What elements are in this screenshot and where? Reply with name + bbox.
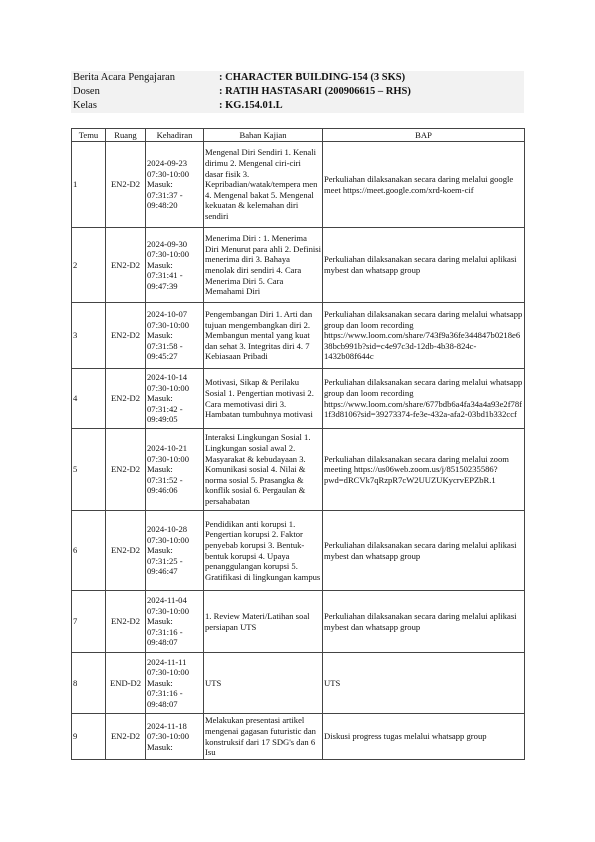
column-header-temu: Temu <box>72 129 106 142</box>
cell-temu: 7 <box>72 591 106 653</box>
cell-ruang: EN2-D2 <box>106 714 146 760</box>
cell-bahan-kajian: Pengembangan Diri 1. Arti dan tujuan mengembangkan diri 2. Membangun mental yang kuat dan sehat 3. Integritas diri 4. 7 Kebiasaan Pribadi <box>204 303 323 369</box>
cell-kehadiran: 2024-11-11 07:30-10:00 Masuk: 07:31:16 - 09:48:07 <box>146 653 204 714</box>
table-row <box>72 511 525 591</box>
cell-bap: Perkuliahan dilaksanakan secara daring melalui aplikasi mybest dan whatsapp group <box>323 511 525 591</box>
cell-temu: 9 <box>72 714 106 760</box>
cell-bap: Perkuliahan dilaksanakan secara daring melalui google meet https://meet.google.com/xrd-koem-cif <box>323 142 525 228</box>
cell-bap: Perkuliahan dilaksanakan secara daring melalui zoom meeting https://us06web.zoom.us/j/85150235586?pwd=dRCVk7qRzpR7cW2UUZUKycrvEPZbR.1 <box>323 429 525 511</box>
cell-ruang: END-D2 <box>106 653 146 714</box>
cell-bahan-kajian: Interaksi Lingkungan Sosial 1. Lingkungan sosial awal 2. Masyarakat & kebudayaan 3. Komunikasi sosial 4. Nilai & norma sosial 5. Prasangka & konflik sosial 6. Pergaulan & persahabatan <box>204 429 323 511</box>
table-row <box>72 228 525 303</box>
cell-kehadiran: 2024-11-18 07:30-10:00 Masuk: <box>146 714 204 760</box>
table-row <box>72 714 525 760</box>
cell-kehadiran: 2024-09-30 07:30-10:00 Masuk: 07:31:41 - 09:47:39 <box>146 228 204 303</box>
header-value: : RATIH HASTASARI (200906615 – RHS) <box>219 86 411 97</box>
header-row-class <box>71 99 524 113</box>
header-label: Kelas <box>73 100 97 111</box>
cell-bahan-kajian: Menerima Diri : 1. Menerima Diri Menurut para ahli 2. Definisi menerima diri 3. Bahaya menolak diri sendiri 4. Cara Menerima Diri 5. Cara Memahami Diri <box>204 228 323 303</box>
table-row <box>72 429 525 511</box>
cell-temu: 6 <box>72 511 106 591</box>
table-row <box>72 142 525 228</box>
header-label: Dosen <box>73 86 100 97</box>
table-header-row <box>72 129 525 142</box>
cell-bahan-kajian: 1. Review Materi/Latihan soal persiapan UTS <box>204 591 323 653</box>
column-header-bahan-kajian: Bahan Kajian <box>204 129 323 142</box>
cell-kehadiran: 2024-10-14 07:30-10:00 Masuk: 07:31:42 - 09:49:05 <box>146 369 204 429</box>
cell-kehadiran: 2024-10-21 07:30-10:00 Masuk: 07:31:52 - 09:46:06 <box>146 429 204 511</box>
document-header <box>71 71 524 113</box>
table-row <box>72 303 525 369</box>
cell-kehadiran: 2024-11-04 07:30-10:00 Masuk: 07:31:16 - 09:48:07 <box>146 591 204 653</box>
cell-bahan-kajian: Melakukan presentasi artikel mengenai gagasan futuristic dan konstruksif dari 17 SDG's dan 6 Isu <box>204 714 323 760</box>
column-header-bap: BAP <box>323 129 525 142</box>
cell-bahan-kajian: Motivasi, Sikap & Perilaku Sosial 1. Pengertian motivasi 2. Cara memotivasi diri 3. Hambatan tumbuhnya motivasi <box>204 369 323 429</box>
cell-bap: UTS <box>323 653 525 714</box>
cell-bap: Perkuliahan dilaksanakan secara daring melalui whatsapp group dan loom recording https://www.loom.com/share/677bdb6a4fa34a4a93e2f78f1f3d8106?sid=39273374-fe3e-432a-afa2-03bd1b332ccf <box>323 369 525 429</box>
column-header-ruang: Ruang <box>106 129 146 142</box>
cell-ruang: EN2-D2 <box>106 228 146 303</box>
cell-temu: 2 <box>72 228 106 303</box>
cell-ruang: EN2-D2 <box>106 511 146 591</box>
cell-bahan-kajian: UTS <box>204 653 323 714</box>
table-row <box>72 369 525 429</box>
cell-temu: 8 <box>72 653 106 714</box>
cell-temu: 1 <box>72 142 106 228</box>
cell-bahan-kajian: Pendidikan anti korupsi 1. Pengertian korupsi 2. Faktor penyebab korupsi 3. Bentuk-bentuk korupsi 4. Upaya penanggulangan korupsi 5. Gratifikasi di lingkungan kampus <box>204 511 323 591</box>
cell-ruang: EN2-D2 <box>106 591 146 653</box>
table-row <box>72 653 525 714</box>
cell-bap: Perkuliahan dilaksanakan secara daring melalui aplikasi mybest dan whatsapp group <box>323 228 525 303</box>
cell-kehadiran: 2024-10-28 07:30-10:00 Masuk: 07:31:25 - 09:46:47 <box>146 511 204 591</box>
column-header-kehadiran: Kehadiran <box>146 129 204 142</box>
cell-temu: 3 <box>72 303 106 369</box>
cell-bap: Diskusi progress tugas melalui whatsapp group <box>323 714 525 760</box>
teaching-record-table <box>71 128 525 760</box>
header-label: Berita Acara Pengajaran <box>73 72 176 83</box>
cell-temu: 5 <box>72 429 106 511</box>
cell-bap: Perkuliahan dilaksanakan secara daring melalui aplikasi mybest dan whatsapp group <box>323 591 525 653</box>
cell-kehadiran: 2024-09-23 07:30-10:00 Masuk: 07:31:37 - 09:48:20 <box>146 142 204 228</box>
header-value: : CHARACTER BUILDING-154 (3 SKS) <box>219 72 406 83</box>
cell-temu: 4 <box>72 369 106 429</box>
cell-ruang: EN2-D2 <box>106 303 146 369</box>
header-value: : KG.154.01.L <box>219 100 283 111</box>
cell-ruang: EN2-D2 <box>106 369 146 429</box>
header-row-lecturer <box>71 85 524 99</box>
cell-ruang: EN2-D2 <box>106 142 146 228</box>
cell-kehadiran: 2024-10-07 07:30-10:00 Masuk: 07:31:58 - 09:45:27 <box>146 303 204 369</box>
cell-bahan-kajian: Mengenal Diri Sendiri 1. Kenali dirimu 2. Mengenal ciri-ciri dasar fisik 3. Kepribadian/watak/tempera men 4. Mengenal bakat 5. Mengenal kekuatan & kelemahan diri sendiri <box>204 142 323 228</box>
header-row-subject <box>71 71 524 85</box>
cell-bap: Perkuliahan dilaksanakan secara daring melalui whatsapp group dan loom recording https://www.loom.com/share/743f9a36fe344847b0218e638bcb991b?sid=c4e97c3d-12db-4b38-824c-1432b08f644c <box>323 303 525 369</box>
cell-ruang: EN2-D2 <box>106 429 146 511</box>
table-row <box>72 591 525 653</box>
